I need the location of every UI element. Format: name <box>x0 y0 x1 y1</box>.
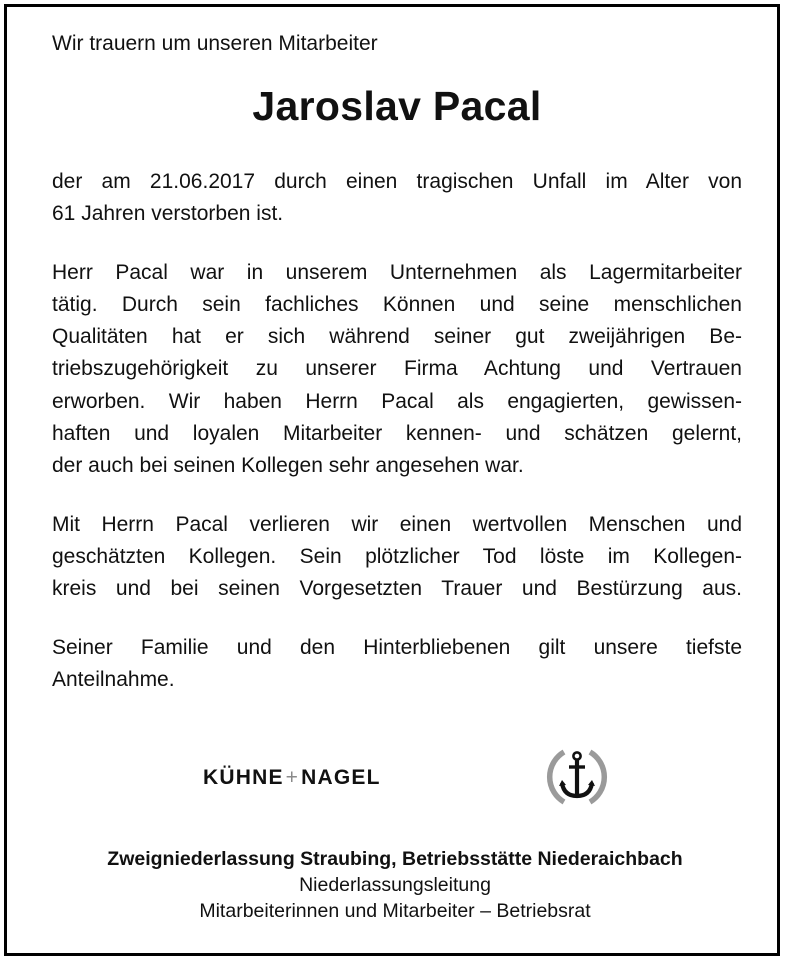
paragraph-line: tätig. Durch sein fachliches Können und seine menschlichen <box>52 292 742 316</box>
paragraph-line: Qualitäten hat er sich während seiner gut zweijährigen Be- <box>52 325 742 349</box>
paragraph-line: haften und loyalen Mitarbeiter kennen- und schätzen gelernt, <box>52 422 742 446</box>
notice-body <box>52 28 742 696</box>
paragraph-1 <box>52 166 742 231</box>
signature-block <box>0 846 790 924</box>
paragraph-2 <box>52 257 742 483</box>
paragraph-line: kreis und bei seinen Vorgesetzten Trauer und Bestürzung aus. <box>52 577 742 601</box>
paragraph-line: triebszugehörigkeit zu unserer Firma Achtung und Vertrauen <box>52 357 742 381</box>
paragraph-line: erworben. Wir haben Herrn Pacal als engagierten, gewissen- <box>52 389 742 413</box>
branch-name: Zweigniederlassung Straubing, Betriebsstätte Niederaichbach <box>107 848 683 870</box>
paragraph-line: Mit Herrn Pacal verlieren wir einen wertvollen Menschen und <box>52 512 742 536</box>
paragraph-line: geschätzten Kollegen. Sein plötzlicher Tod löste im Kollegen- <box>52 544 742 568</box>
paragraph-3 <box>52 509 742 606</box>
paragraph-line: Anteilnahme. <box>52 667 175 691</box>
paragraph-line: 61 Jahren verstorben ist. <box>52 202 284 226</box>
kuehne-nagel-logo <box>203 766 381 790</box>
logo-word-2: NAGEL <box>301 766 381 789</box>
signer-line-1: Niederlassungsleitung <box>299 874 491 896</box>
signer-line-2: Mitarbeiterinnen und Mitarbeiter – Betriebsrat <box>199 900 591 922</box>
logo-row <box>0 738 782 828</box>
logo-word-1: KÜHNE <box>203 766 284 789</box>
paragraph-line: der auch bei seinen Kollegen sehr angesehen war. <box>52 454 524 478</box>
intro-text: Wir trauern um unseren Mitarbeiter <box>52 32 378 55</box>
paragraph-line: Seiner Familie und den Hinterbliebenen gilt unsere tiefste <box>52 635 742 659</box>
paragraph-line: Herr Pacal war in unserem Unternehmen als Lagermitarbeiter <box>52 260 742 284</box>
paragraph-4 <box>52 632 742 697</box>
deceased-name: Jaroslav Pacal <box>252 83 542 129</box>
anchor-in-circle-icon <box>542 742 612 812</box>
paragraph-line: der am 21.06.2017 durch einen tragischen Unfall im Alter von <box>52 170 742 193</box>
logo-plus: + <box>285 766 300 789</box>
